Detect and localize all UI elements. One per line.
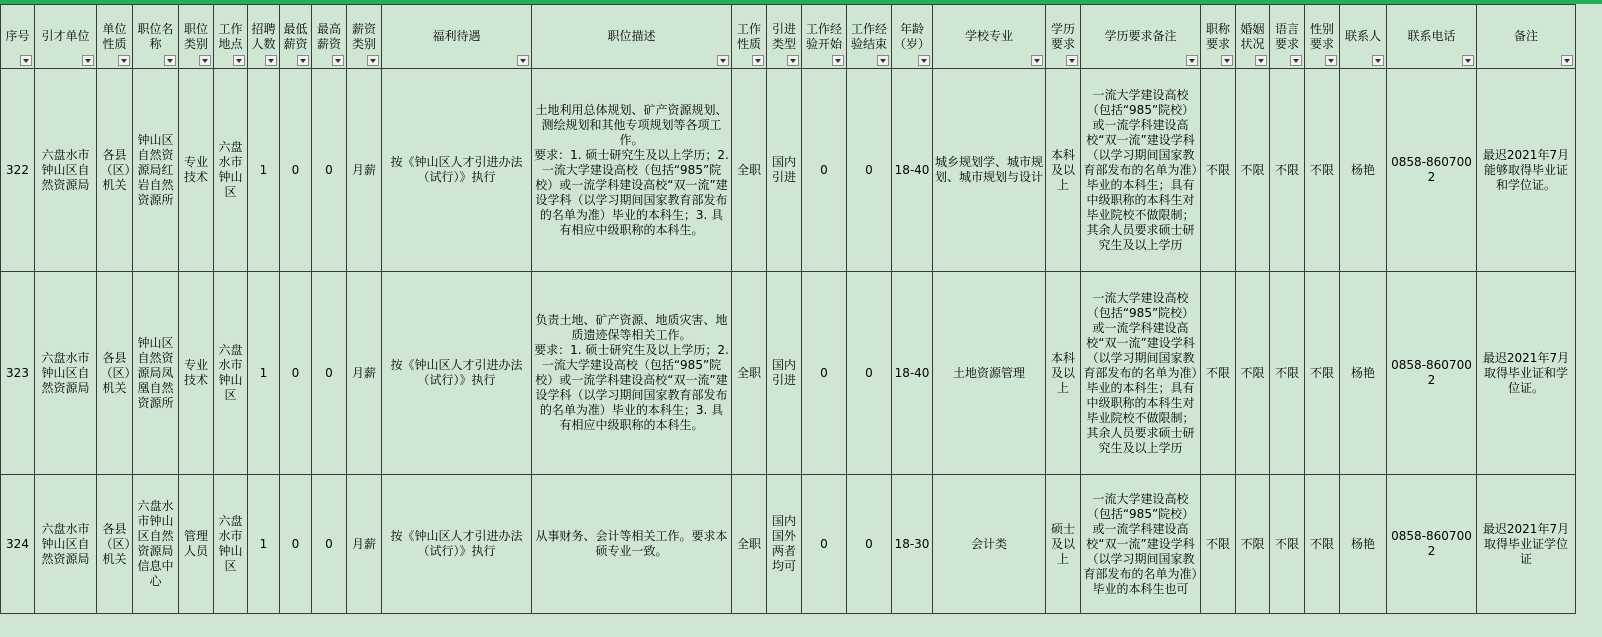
column-header-label: 工作经验结束 — [850, 21, 887, 51]
column-header — [892, 5, 933, 69]
table-row — [1, 272, 1576, 475]
cell-salary-type[interactable] — [347, 272, 382, 475]
column-header — [1387, 5, 1477, 69]
column-header — [214, 5, 248, 69]
cell-no-text: 322 — [6, 162, 29, 177]
column-header-label: 联系人 — [1344, 29, 1381, 43]
column-header — [732, 5, 767, 69]
cell-remark-text: 最迟2021年7月取得毕业证和学位证。 — [1482, 350, 1570, 395]
cell-language-text: 不限 — [1274, 536, 1299, 551]
cell-exp-end[interactable] — [847, 475, 892, 614]
filter-dropdown-icon[interactable] — [199, 55, 211, 66]
cell-position[interactable] — [133, 272, 179, 475]
cell-salary-type[interactable] — [347, 475, 382, 614]
cell-salary-type[interactable] — [347, 69, 382, 272]
cell-phone-text: 0858-8607002 — [1391, 155, 1472, 184]
cell-edu-note[interactable] — [1081, 475, 1201, 614]
cell-location[interactable] — [214, 475, 248, 614]
cell-remark-text: 最迟2021年7月能够取得毕业证和学位证。 — [1482, 147, 1570, 192]
cell-description-text: 从事财务、会计等相关工作。要求本硕专业一致。 — [535, 529, 728, 558]
column-header-label: 职位描述 — [607, 29, 656, 43]
cell-no-text: 323 — [6, 365, 29, 380]
cell-nature[interactable] — [97, 69, 137, 272]
cell-description[interactable] — [532, 475, 732, 614]
column-header-label: 性别要求 — [1309, 21, 1334, 51]
cell-salary-type-text: 月薪 — [351, 365, 376, 380]
cell-phone[interactable] — [1387, 69, 1477, 272]
column-header — [133, 5, 179, 69]
cell-unit[interactable] — [35, 69, 97, 272]
filter-dropdown-icon[interactable] — [752, 55, 764, 66]
cell-remark[interactable] — [1477, 272, 1576, 475]
column-header-label: 工作性质 — [736, 21, 761, 51]
cell-benefits-text: 按《钟山区人才引进办法（试行）》执行 — [390, 358, 523, 387]
cell-work-type-text: 全职 — [736, 162, 761, 177]
filter-dropdown-icon[interactable] — [787, 55, 799, 66]
cell-edu-note[interactable] — [1081, 272, 1201, 475]
cell-intro-type-text: 国内引进 — [771, 358, 796, 387]
cell-exp-end[interactable] — [847, 272, 892, 475]
filter-dropdown-icon[interactable] — [82, 55, 94, 66]
cell-count-text: 1 — [259, 536, 268, 551]
cell-unit-text: 六盘水市钟山区自然资源局 — [41, 350, 90, 395]
column-header-label: 备注 — [1513, 29, 1538, 43]
column-header — [35, 5, 97, 69]
cell-location-text: 六盘水市钟山区 — [218, 140, 243, 199]
cell-position-text: 六盘水市钟山区自然资源局信息中心 — [137, 499, 174, 588]
filter-dropdown-icon[interactable] — [332, 55, 344, 66]
filter-dropdown-icon[interactable] — [1221, 55, 1233, 66]
filter-dropdown-icon[interactable] — [297, 55, 309, 66]
column-header — [1046, 5, 1081, 69]
cell-position-text: 钟山区自然资源局红岩自然资源所 — [137, 132, 174, 207]
column-header — [1305, 5, 1340, 69]
cell-intro-type[interactable] — [767, 69, 802, 272]
cell-max-salary-text: 0 — [325, 162, 333, 177]
filter-dropdown-icon[interactable] — [1255, 55, 1267, 66]
cell-major[interactable] — [933, 272, 1046, 475]
filter-dropdown-icon[interactable] — [1561, 55, 1573, 66]
cell-marriage[interactable] — [1236, 69, 1270, 272]
cell-benefits-text: 按《钟山区人才引进办法（试行）》执行 — [390, 529, 523, 558]
cell-unit-text: 六盘水市钟山区自然资源局 — [41, 147, 90, 192]
cell-language[interactable] — [1270, 475, 1305, 614]
cell-category-text: 专业技术 — [183, 358, 208, 387]
cell-exp-start-text: 0 — [820, 162, 828, 177]
column-header — [802, 5, 847, 69]
cell-no[interactable] — [1, 69, 35, 272]
column-header — [532, 5, 732, 69]
cell-work-type-text: 全职 — [736, 536, 761, 551]
cell-unit[interactable] — [35, 475, 97, 614]
cell-age-text: 18-30 — [894, 536, 930, 551]
cell-gender[interactable] — [1305, 272, 1340, 475]
cell-phone-text: 0858-8607002 — [1391, 529, 1472, 558]
cell-major-text: 土地资源管理 — [952, 365, 1025, 380]
column-header-label: 职称要求 — [1205, 21, 1230, 51]
column-header-label: 福利待遇 — [432, 29, 481, 43]
cell-title-req-text: 不限 — [1205, 365, 1230, 380]
column-header-label: 学历要求备注 — [1104, 29, 1177, 43]
filter-dropdown-icon[interactable] — [1325, 55, 1337, 66]
cell-nature-text: 各县（区）机关 — [100, 147, 137, 192]
cell-count[interactable] — [248, 475, 280, 614]
column-header-label: 薪资类别 — [351, 21, 376, 51]
cell-remark-text: 最迟2021年7月取得毕业证学位证 — [1482, 521, 1570, 566]
cell-gender-text: 不限 — [1309, 365, 1334, 380]
cell-marriage[interactable] — [1236, 272, 1270, 475]
cell-remark[interactable] — [1477, 69, 1576, 272]
cell-description[interactable] — [532, 69, 732, 272]
cell-work-type-text: 全职 — [736, 365, 761, 380]
cell-description-text: 土地利用总体规划、矿产资源规划、测绘规划和其他专项规划等各项工作。 要求：1. 硕士研究生及以上学历；2. 一流大学建设高校（包括“985”院校）或一流学科建设高校“双一流”建设学科（以学习期间国家教育部发布的名单为准）毕业的本科生；3. 具有相应中级职称的本科生。 — [534, 102, 729, 237]
cell-major-text: 城乡规划学、城市规划、城市规划与设计 — [935, 155, 1044, 184]
column-header — [1340, 5, 1387, 69]
cell-exp-end-text: 0 — [865, 536, 873, 551]
column-header-label: 引才单位 — [41, 29, 90, 43]
cell-intro-type[interactable] — [767, 475, 802, 614]
cell-phone[interactable] — [1387, 475, 1477, 614]
filter-dropdown-icon[interactable] — [877, 55, 889, 66]
column-header — [1270, 5, 1305, 69]
cell-max-salary[interactable] — [312, 272, 347, 475]
cell-marriage-text: 不限 — [1240, 162, 1265, 177]
cell-education-text: 本科及以上 — [1050, 147, 1075, 192]
cell-contact[interactable] — [1340, 475, 1387, 614]
cell-no-text: 324 — [6, 536, 29, 551]
cell-min-salary-text: 0 — [291, 536, 300, 551]
cell-age-text: 18-40 — [894, 162, 930, 177]
cell-max-salary-text: 0 — [325, 365, 333, 380]
cell-language[interactable] — [1270, 272, 1305, 475]
cell-count-text: 1 — [259, 365, 268, 380]
column-header — [767, 5, 802, 69]
cell-category[interactable] — [179, 272, 214, 475]
cell-category[interactable] — [179, 69, 214, 272]
cell-language-text: 不限 — [1274, 162, 1299, 177]
cell-max-salary[interactable] — [312, 69, 347, 272]
cell-language-text: 不限 — [1274, 365, 1299, 380]
column-header — [312, 5, 347, 69]
cell-intro-type-text: 国内引进 — [771, 155, 796, 184]
cell-age-text: 18-40 — [894, 365, 930, 380]
cell-no[interactable] — [1, 475, 35, 614]
cell-exp-end-text: 0 — [865, 162, 873, 177]
cell-nature-text: 各县（区）机关 — [100, 350, 137, 395]
cell-title-req-text: 不限 — [1205, 536, 1230, 551]
cell-description[interactable] — [532, 272, 732, 475]
table-row — [1, 69, 1576, 272]
column-header — [1477, 5, 1576, 69]
cell-exp-start[interactable] — [802, 475, 847, 614]
header-row — [1, 5, 1576, 69]
column-header — [1236, 5, 1270, 69]
cell-exp-start[interactable] — [802, 272, 847, 475]
cell-salary-type-text: 月薪 — [351, 162, 376, 177]
column-header-label: 职位类别 — [183, 21, 208, 51]
cell-position[interactable] — [133, 69, 179, 272]
cell-gender-text: 不限 — [1309, 536, 1334, 551]
cell-edu-note-text: 一流大学建设高校（包括“985”院校）或一流学科建设高校“双一流”建设学科（以学习期间国家教育部发布的名单为准）毕业的本科生也可 — [1083, 491, 1198, 596]
cell-max-salary-text: 0 — [325, 536, 333, 551]
table-row — [1, 475, 1576, 614]
cell-location[interactable] — [214, 69, 248, 272]
cell-age[interactable] — [892, 272, 933, 475]
cell-min-salary-text: 0 — [291, 162, 300, 177]
cell-edu-note[interactable] — [1081, 69, 1201, 272]
cell-location-text: 六盘水市钟山区 — [218, 514, 243, 573]
cell-language[interactable] — [1270, 69, 1305, 272]
column-header — [933, 5, 1046, 69]
filter-dropdown-icon[interactable] — [265, 55, 277, 66]
cell-count-text: 1 — [259, 162, 268, 177]
cell-age[interactable] — [892, 475, 933, 614]
column-header-label: 最低薪资 — [283, 21, 308, 51]
cell-exp-end[interactable] — [847, 69, 892, 272]
cell-contact-text: 杨艳 — [1350, 365, 1375, 380]
cell-unit[interactable] — [35, 272, 97, 475]
filter-dropdown-icon[interactable] — [1372, 55, 1384, 66]
cell-exp-start-text: 0 — [820, 365, 828, 380]
cell-gender[interactable] — [1305, 69, 1340, 272]
cell-exp-start-text: 0 — [820, 536, 828, 551]
filter-dropdown-icon[interactable] — [233, 55, 245, 66]
cell-count[interactable] — [248, 69, 280, 272]
column-header-label: 联系电话 — [1407, 29, 1456, 43]
column-header-label: 单位性质 — [102, 21, 127, 51]
column-header — [248, 5, 280, 69]
cell-nature[interactable] — [97, 475, 137, 614]
cell-location[interactable] — [214, 272, 248, 475]
cell-marriage-text: 不限 — [1240, 365, 1265, 380]
cell-min-salary[interactable] — [280, 69, 312, 272]
cell-title-req[interactable] — [1201, 69, 1236, 272]
cell-intro-type-text: 国内国外两者均可 — [771, 514, 796, 573]
cell-education-text: 本科及以上 — [1050, 350, 1075, 395]
cell-marriage[interactable] — [1236, 475, 1270, 614]
cell-marriage-text: 不限 — [1240, 536, 1265, 551]
column-header-label: 工作经验开始 — [805, 21, 842, 51]
cell-exp-start[interactable] — [802, 69, 847, 272]
cell-contact-text: 杨艳 — [1350, 536, 1375, 551]
cell-category-text: 专业技术 — [183, 155, 208, 184]
cell-education[interactable] — [1046, 272, 1081, 475]
cell-benefits[interactable] — [382, 272, 532, 475]
cell-description-text: 负责土地、矿产资源、地质灾害、地质遗迹保等相关工作。 要求：1. 硕士研究生及以上学历；2. 一流大学建设高校（包括“985”院校）或一流学科建设高校“双一流”建设学科（以学习期间国家教育部发布的名单为准）毕业的本科生；3. 具有相应中级职称的本科生。 — [534, 313, 729, 432]
column-header-label: 年龄（岁） — [894, 21, 931, 51]
column-header-label: 语言要求 — [1274, 21, 1299, 51]
cell-location-text: 六盘水市钟山区 — [218, 343, 243, 402]
column-header-label: 职位名称 — [137, 21, 174, 51]
column-header — [1, 5, 35, 69]
cell-contact-text: 杨艳 — [1350, 162, 1375, 177]
column-header-label: 引进类型 — [771, 21, 796, 51]
cell-category-text: 管理人员 — [183, 529, 208, 558]
cell-work-type[interactable] — [732, 69, 767, 272]
cell-major-text: 会计类 — [970, 536, 1007, 551]
cell-no[interactable] — [1, 272, 35, 475]
cell-salary-type-text: 月薪 — [351, 536, 376, 551]
column-header — [382, 5, 532, 69]
cell-work-type[interactable] — [732, 272, 767, 475]
cell-age[interactable] — [892, 69, 933, 272]
cell-edu-note-text: 一流大学建设高校（包括“985”院校）或一流学科建设高校“双一流”建设学科（以学习期间国家教育部发布的名单为准）毕业的本科生；具有中级职称的本科生对毕业院校不做限制；其余人员要求硕士研究生及以上学历 — [1083, 87, 1198, 252]
filter-dropdown-icon[interactable] — [118, 55, 130, 66]
cell-min-salary[interactable] — [280, 272, 312, 475]
column-header — [1081, 5, 1201, 69]
cell-category[interactable] — [179, 475, 214, 614]
cell-gender[interactable] — [1305, 475, 1340, 614]
cell-min-salary[interactable] — [280, 475, 312, 614]
cell-gender-text: 不限 — [1309, 162, 1334, 177]
cell-major[interactable] — [933, 69, 1046, 272]
cell-nature[interactable] — [97, 272, 137, 475]
cell-phone[interactable] — [1387, 272, 1477, 475]
cell-title-req[interactable] — [1201, 272, 1236, 475]
cell-intro-type[interactable] — [767, 272, 802, 475]
column-header — [97, 5, 133, 69]
cell-max-salary[interactable] — [312, 475, 347, 614]
filter-dropdown-icon[interactable] — [832, 55, 844, 66]
filter-dropdown-icon[interactable] — [20, 55, 32, 66]
filter-dropdown-icon[interactable] — [918, 55, 930, 66]
filter-dropdown-icon[interactable] — [1290, 55, 1302, 66]
cell-nature-text: 各县（区）机关 — [100, 521, 137, 566]
column-header — [847, 5, 892, 69]
cell-position[interactable] — [133, 475, 179, 614]
column-header-label: 工作地点 — [218, 21, 243, 51]
spreadsheet-table — [0, 4, 1576, 614]
cell-title-req-text: 不限 — [1205, 162, 1230, 177]
cell-phone-text: 0858-8607002 — [1391, 358, 1472, 387]
cell-education-text: 硕士及以上 — [1050, 521, 1075, 566]
filter-dropdown-icon[interactable] — [1031, 55, 1043, 66]
cell-min-salary-text: 0 — [291, 365, 300, 380]
column-header-label: 最高薪资 — [316, 21, 341, 51]
cell-remark[interactable] — [1477, 475, 1576, 614]
cell-unit-text: 六盘水市钟山区自然资源局 — [41, 521, 90, 566]
cell-title-req[interactable] — [1201, 475, 1236, 614]
column-header-label: 招聘人数 — [251, 21, 276, 51]
cell-benefits-text: 按《钟山区人才引进办法（试行）》执行 — [390, 155, 523, 184]
cell-exp-end-text: 0 — [865, 365, 873, 380]
filter-dropdown-icon[interactable] — [1186, 55, 1198, 66]
cell-major[interactable] — [933, 475, 1046, 614]
filter-dropdown-icon[interactable] — [1066, 55, 1078, 66]
filter-dropdown-icon[interactable] — [517, 55, 529, 66]
cell-count[interactable] — [248, 272, 280, 475]
cell-education[interactable] — [1046, 69, 1081, 272]
filter-dropdown-icon[interactable] — [367, 55, 379, 66]
column-header-label: 婚姻状况 — [1240, 21, 1265, 51]
column-header-label: 学校专业 — [964, 29, 1013, 43]
cell-contact[interactable] — [1340, 272, 1387, 475]
column-header — [280, 5, 312, 69]
column-header — [1201, 5, 1236, 69]
cell-contact[interactable] — [1340, 69, 1387, 272]
column-header — [347, 5, 382, 69]
filter-dropdown-icon[interactable] — [164, 55, 176, 66]
cell-position-text: 钟山区自然资源局凤凰自然资源所 — [137, 335, 174, 410]
cell-work-type[interactable] — [732, 475, 767, 614]
cell-benefits[interactable] — [382, 475, 532, 614]
column-header-label: 学历要求 — [1050, 21, 1075, 51]
cell-education[interactable] — [1046, 475, 1081, 614]
column-header — [179, 5, 214, 69]
filter-dropdown-icon[interactable] — [717, 55, 729, 66]
cell-edu-note-text: 一流大学建设高校（包括“985”院校）或一流学科建设高校“双一流”建设学科（以学习期间国家教育部发布的名单为准）毕业的本科生；具有中级职称的本科生对毕业院校不做限制；其余人员要求硕士研究生及以上学历 — [1083, 290, 1198, 455]
column-header-label: 序号 — [5, 29, 30, 43]
filter-dropdown-icon[interactable] — [1462, 55, 1474, 66]
cell-benefits[interactable] — [382, 69, 532, 272]
